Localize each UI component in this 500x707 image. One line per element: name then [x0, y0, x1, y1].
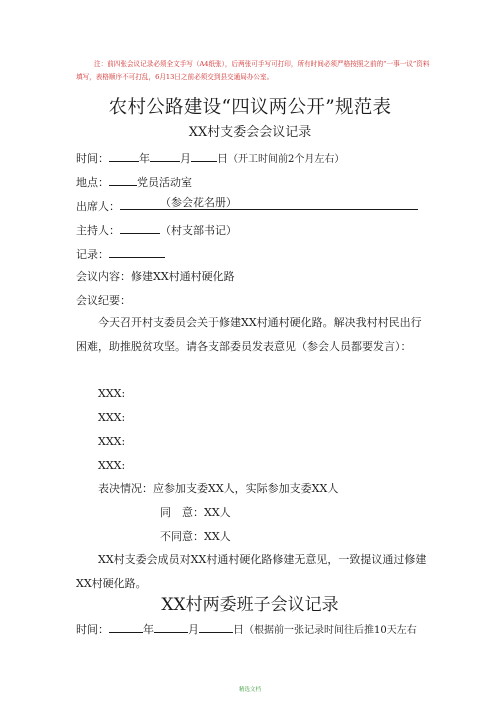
place-row	[76, 174, 192, 190]
attendees-blank	[120, 198, 418, 210]
speaker-line: XXX:	[98, 459, 126, 472]
speaker-line: XXX:	[98, 387, 126, 400]
time-label: 时间：	[76, 152, 109, 165]
vote-summary: 表决情况：应参加支委XX人，实际参加支委XX人	[98, 482, 339, 495]
summary-row	[76, 294, 131, 308]
year-label: 年	[139, 152, 150, 165]
time-note: （开工时间前2个月左右）	[228, 154, 345, 165]
section2-title: XX村两委班子会议记录	[161, 595, 339, 615]
page-footer: 精选文档	[238, 687, 261, 693]
section2-year-label: 年	[143, 623, 154, 636]
day-blank	[191, 150, 217, 162]
attendees-value: （参会花名册）	[160, 196, 237, 209]
place-label: 地点：	[76, 176, 109, 189]
attendees-row	[76, 198, 418, 214]
conclusion-paragraph: XX村支委会成员对XX村通村硬化路修建无意见，一致提议通过修建XX村硬化路。	[76, 553, 427, 590]
section2-month-blank	[154, 621, 188, 633]
host-value: （村支部书记）	[160, 224, 237, 237]
host-label: 主持人：	[76, 224, 120, 237]
attendees-label: 出席人：	[76, 200, 120, 213]
content-row	[76, 270, 235, 284]
disagree-label: 不同意：	[160, 530, 204, 543]
section2-day-label: 日	[233, 623, 244, 636]
summary-label: 会议纪要：	[76, 294, 131, 307]
agree-value: XX人	[204, 506, 231, 519]
day-label: 日	[217, 152, 228, 165]
recorder-label: 记录：	[76, 248, 109, 261]
place-blank	[109, 174, 137, 186]
host-row	[76, 222, 237, 238]
recorder-blank	[109, 246, 165, 258]
document-title: 农村公路建设“四议两公开”规范表	[108, 97, 392, 118]
time-row	[76, 150, 344, 167]
disagree-value: XX人	[204, 530, 231, 543]
year-blank	[109, 150, 139, 162]
section2-day-blank	[199, 621, 233, 633]
content-value: 修建XX村通村硬化路	[131, 270, 235, 283]
month-label: 月	[180, 152, 191, 165]
vote-agree	[160, 506, 231, 520]
agree-label: 同 意：	[160, 506, 204, 519]
section2-time-note: （根据前一张记录时间往后推10天左右	[244, 625, 417, 636]
summary-paragraph: 今天召开村支委员会关于修建XX村通村硬化路。解决我村村民出行困难，助推脱贫攻坚。请各支部委员发表意见（参会人员都要发言）：	[76, 316, 422, 353]
section2-time-label: 时间：	[76, 623, 109, 636]
recorder-row	[76, 246, 165, 262]
content-label: 会议内容：	[76, 270, 131, 283]
place-value: 党员活动室	[137, 176, 192, 189]
section2-month-label: 月	[188, 623, 199, 636]
section2-time-row	[76, 621, 417, 638]
section2-year-blank	[109, 621, 143, 633]
document-subtitle: XX村支委会会议记录	[188, 125, 312, 140]
host-blank	[120, 222, 160, 234]
month-blank	[150, 150, 180, 162]
instruction-note: 注：前四张会议记录必须全文手写（A4纸张），后两张可手写可打印，所有时间必须严格按照之前的“一事一议”资料填写，表格顺序不可打乱，6月13日之前必须交到县交通局办公室。	[76, 60, 430, 81]
vote-disagree	[160, 530, 231, 544]
speaker-line: XXX:	[98, 435, 126, 448]
speaker-line: XXX:	[98, 411, 126, 424]
